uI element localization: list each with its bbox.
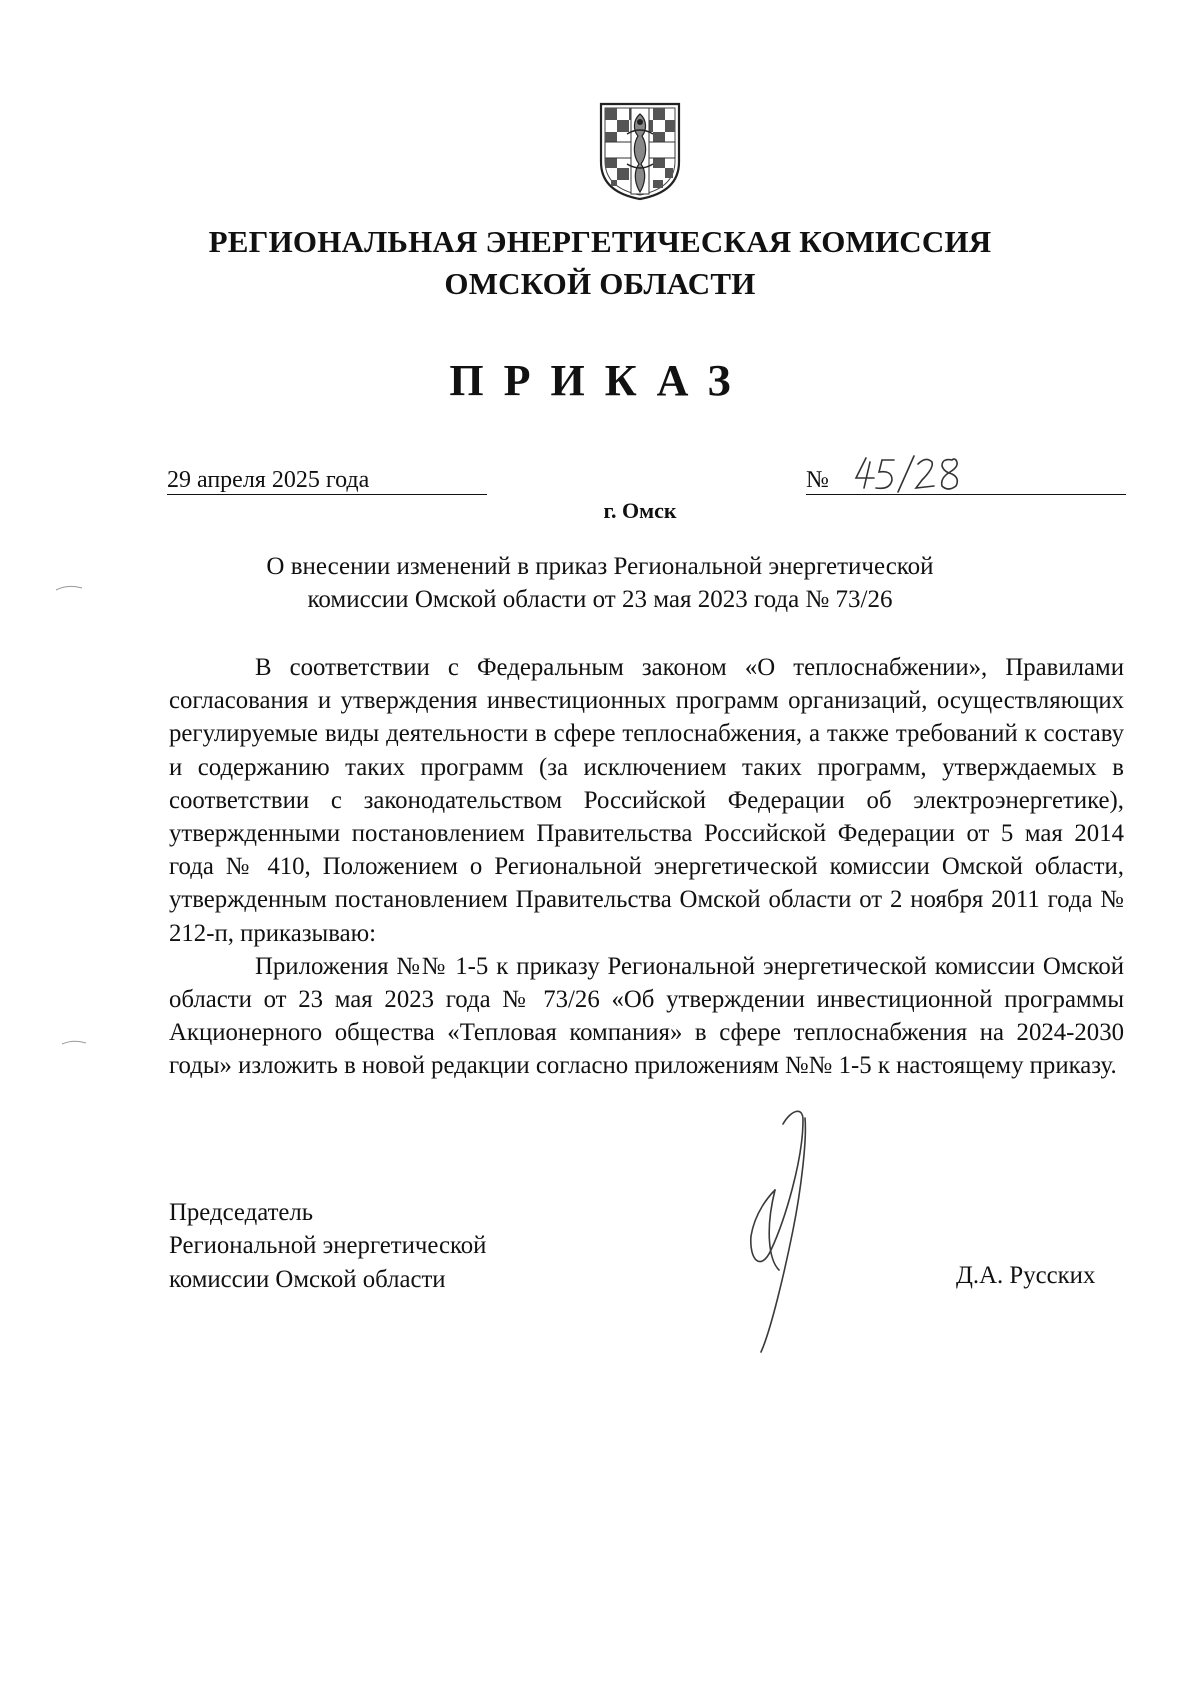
document-type-title: ПРИКАЗ	[449, 356, 751, 405]
omsk-coat-of-arms-icon	[597, 100, 683, 202]
position-line: Председатель	[169, 1199, 314, 1226]
body-text	[169, 651, 1124, 1083]
position-line: комиссии Омской области	[169, 1265, 446, 1293]
scan-artifact	[54, 582, 84, 594]
handwritten-order-number	[852, 452, 972, 496]
body-paragraph: В соответствии с Федеральным законом «О теплоснабжении», Правилами согласования и утверждения инвестиционных программ организаций, осуществляющих регулируемые виды деятельности в сфере теплоснабжения, а также требований к составу и содержанию таких программ (за исключением таких программ, утверждаемых в соответствии с законодательством Российской Федерации об электроэнергетике), утвержденными постановлением Правительства Российской Федерации от 5 мая 2014 года № 410, Положением о Региональной энергетической комиссии Омской области, утвержденным постановлением Правительства Омской области от 2 ноября 2011 года № 212-п, приказываю:	[169, 654, 1124, 947]
org-name-line2: ОМСКОЙ ОБЛАСТИ	[444, 266, 756, 301]
subject-line2: комиссии Омской области от 23 мая 2023 года № 73/26	[307, 586, 893, 613]
order-number-label: №	[806, 467, 829, 493]
handwritten-signature	[745, 1100, 855, 1360]
subject-line1: О внесении изменений в приказ Региональной энергетической	[266, 553, 934, 580]
body-paragraph: Приложения №№ 1-5 к приказу Региональной энергетической комиссии Омской области от 23 мая 2023 года № 73/26 «Об утверждении инвестиционной программы Акционерного общества «Тепловая компания» в сфере теплоснабжения на 2024-2030 годы» изложить в новой редакции согласно приложениям №№ 1-5 к настоящему приказу.	[169, 952, 1124, 1080]
signatory-name: Д.А. Русских	[956, 1262, 1096, 1289]
scan-artifact	[60, 1038, 88, 1048]
order-date: 29 апреля 2025 года	[167, 466, 487, 495]
position-line: Региональной энергетической	[169, 1232, 487, 1260]
city: г. Омск	[603, 498, 677, 523]
signatory-position	[169, 1196, 486, 1296]
org-name-line1: РЕГИОНАЛЬНАЯ ЭНЕРГЕТИЧЕСКАЯ КОМИССИЯ	[208, 224, 992, 259]
